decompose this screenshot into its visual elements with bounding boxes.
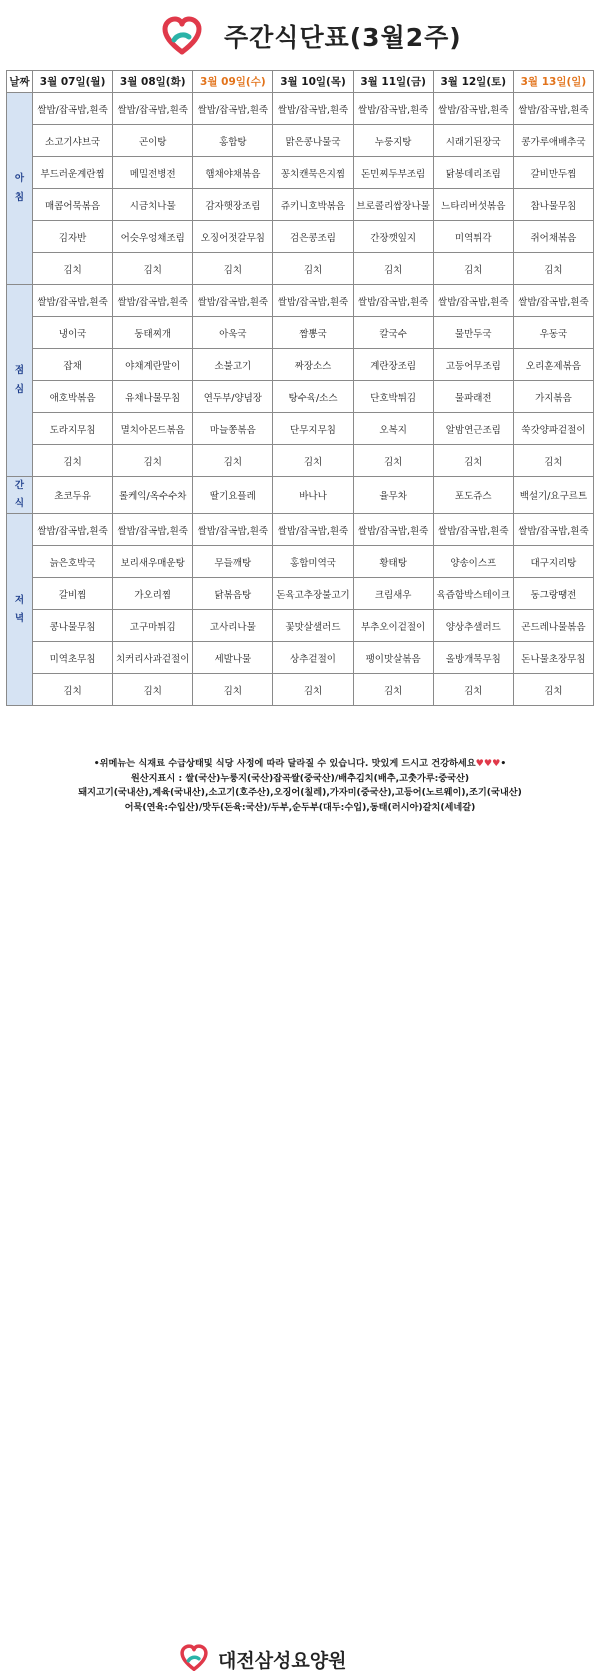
menu-item: 검은콩조림 — [273, 221, 353, 253]
hospital-footer — [0, 820, 600, 1672]
footer-notes — [0, 757, 600, 815]
menu-item: 쌀밥/잡곡밥,흰죽 — [273, 93, 353, 125]
menu-item: 쌀밥/잡곡밥,흰죽 — [113, 514, 193, 546]
menu-item: 물만두국 — [433, 317, 513, 349]
menu-item: 초코두유 — [33, 477, 113, 514]
menu-item: 김치 — [353, 674, 433, 706]
menu-item: 양송이스프 — [433, 546, 513, 578]
menu-item: 부추오이겉절이 — [353, 610, 433, 642]
date-header-row — [7, 71, 594, 93]
menu-item: 김치 — [33, 674, 113, 706]
menu-item: 잡채 — [33, 349, 113, 381]
menu-item: 메밀전병전 — [113, 157, 193, 189]
menu-item: 돈민찌두부조림 — [353, 157, 433, 189]
menu-item: 쌀밥/잡곡밥,흰죽 — [33, 93, 113, 125]
menu-item: 양상추샐러드 — [433, 610, 513, 642]
meal-label — [7, 285, 33, 477]
menu-item: 맑은콩나물국 — [273, 125, 353, 157]
menu-item: 홍합탕 — [193, 125, 273, 157]
table-row — [7, 477, 594, 514]
menu-item: 냉이국 — [33, 317, 113, 349]
menu-item: 누룽지탕 — [353, 125, 433, 157]
menu-item: 탕수육/소스 — [273, 381, 353, 413]
menu-item: 김치 — [193, 445, 273, 477]
menu-item: 연두부/양념장 — [193, 381, 273, 413]
menu-item: 쑥갓양파겉절이 — [513, 413, 593, 445]
menu-item: 쌀밥/잡곡밥,흰죽 — [433, 93, 513, 125]
origin-line-1: 원산지표시 : 쌀(국산)누룽지(국산)잡곡쌀(중국산)/배추김치(배추,고춧가루:중국산) — [130, 772, 470, 784]
menu-item: 돈나물초장무침 — [513, 642, 593, 674]
menu-item: 김치 — [433, 445, 513, 477]
weekly-menu-table — [6, 70, 594, 706]
menu-item: 롤케익/옥수수차 — [113, 477, 193, 514]
menu-item: 짬뽕국 — [273, 317, 353, 349]
menu-item: 단호박튀김 — [353, 381, 433, 413]
notice-end: • — [500, 758, 507, 769]
menu-item: 쌀밥/잡곡밥,흰죽 — [513, 93, 593, 125]
menu-item: 김치 — [513, 674, 593, 706]
meal-label-char: 아 — [14, 173, 25, 185]
menu-item: 계란장조림 — [353, 349, 433, 381]
menu-item: 칼국수 — [353, 317, 433, 349]
menu-item: 느타리버섯볶음 — [433, 189, 513, 221]
table-row — [7, 157, 594, 189]
menu-item: 김치 — [513, 445, 593, 477]
menu-item: 세발나물 — [193, 642, 273, 674]
menu-item: 김치 — [273, 445, 353, 477]
heart-logo-icon — [162, 16, 202, 56]
menu-item: 짜장소스 — [273, 349, 353, 381]
menu-item: 가지볶음 — [513, 381, 593, 413]
menu-item: 쌀밥/잡곡밥,흰죽 — [433, 285, 513, 317]
meal-label-char: 녁 — [14, 612, 25, 624]
menu-item: 멸치아몬드볶음 — [113, 413, 193, 445]
page-title: 주간식단표(3월2주) — [224, 23, 462, 52]
table-row — [7, 253, 594, 285]
table-row — [7, 445, 594, 477]
table-row — [7, 674, 594, 706]
menu-item: 올방개묵무침 — [433, 642, 513, 674]
menu-item: 동태찌개 — [113, 317, 193, 349]
menu-item: 쌀밥/잡곡밥,흰죽 — [193, 93, 273, 125]
menu-item: 쌀밥/잡곡밥,흰죽 — [193, 514, 273, 546]
menu-item: 크림새우 — [353, 578, 433, 610]
menu-item: 단무지무침 — [273, 413, 353, 445]
menu-item: 김치 — [113, 253, 193, 285]
menu-item: 고등어무조림 — [433, 349, 513, 381]
menu-item: 김치 — [193, 253, 273, 285]
menu-item: 갈비만두찜 — [513, 157, 593, 189]
menu-item: 율무차 — [353, 477, 433, 514]
menu-item: 김치 — [273, 253, 353, 285]
menu-item: 대구지리탕 — [513, 546, 593, 578]
menu-item: 곤드레나물볶음 — [513, 610, 593, 642]
menu-item: 참나물무침 — [513, 189, 593, 221]
menu-item: 미역튀각 — [433, 221, 513, 253]
menu-item: 꽃맛살샐러드 — [273, 610, 353, 642]
table-row — [7, 285, 594, 317]
menu-item: 쥬키니호박볶음 — [273, 189, 353, 221]
hospital-name: 대전삼성요양원 — [218, 1650, 347, 1672]
menu-item: 쌀밥/잡곡밥,흰죽 — [113, 285, 193, 317]
day-header: 3월 07일(월) — [33, 71, 113, 93]
menu-item: 김치 — [433, 253, 513, 285]
menu-item: 쌀밥/잡곡밥,흰죽 — [353, 285, 433, 317]
menu-item: 딸기요플레 — [193, 477, 273, 514]
menu-item: 쌀밥/잡곡밥,흰죽 — [353, 93, 433, 125]
menu-item: 쌀밥/잡곡밥,흰죽 — [433, 514, 513, 546]
table-row — [7, 514, 594, 546]
menu-item: 야채계란말이 — [113, 349, 193, 381]
day-header: 3월 08일(화) — [113, 71, 193, 93]
menu-item: 미역초무침 — [33, 642, 113, 674]
meal-label — [7, 477, 33, 514]
menu-item: 홍합미역국 — [273, 546, 353, 578]
menu-item: 꽁치캔묵은지찜 — [273, 157, 353, 189]
heart-logo-icon — [180, 1644, 208, 1672]
menu-item: 바나나 — [273, 477, 353, 514]
table-row — [7, 125, 594, 157]
menu-item: 김치 — [433, 674, 513, 706]
menu-item: 갈비찜 — [33, 578, 113, 610]
meal-label-char: 점 — [14, 365, 25, 377]
menu-item: 쌀밥/잡곡밥,흰죽 — [513, 514, 593, 546]
menu-item: 매콤어묵볶음 — [33, 189, 113, 221]
header — [0, 0, 600, 70]
table-row — [7, 221, 594, 253]
menu-item: 어슷우엉채조림 — [113, 221, 193, 253]
menu-item: 쌀밥/잡곡밥,흰죽 — [33, 514, 113, 546]
menu-item: 쌀밥/잡곡밥,흰죽 — [113, 93, 193, 125]
menu-item: 시래기된장국 — [433, 125, 513, 157]
meal-label-char: 저 — [14, 594, 25, 606]
date-label: 날짜 — [7, 71, 33, 93]
meal-label-char: 침 — [14, 191, 25, 203]
menu-item: 김치 — [113, 445, 193, 477]
menu-item: 김치 — [353, 445, 433, 477]
menu-item: 황태탕 — [353, 546, 433, 578]
meal-label-char: 심 — [14, 383, 25, 395]
menu-item: 도라지무침 — [33, 413, 113, 445]
meal-label-char: 간 — [14, 480, 25, 491]
day-header: 3월 13일(일) — [513, 71, 593, 93]
day-header: 3월 12일(토) — [433, 71, 513, 93]
menu-item: 상추겉절이 — [273, 642, 353, 674]
hearts-text: ♥♥♥ — [475, 758, 501, 769]
menu-item: 애호박볶음 — [33, 381, 113, 413]
table-row — [7, 93, 594, 125]
menu-item: 곤이탕 — [113, 125, 193, 157]
menu-item: 가오리찜 — [113, 578, 193, 610]
table-row — [7, 546, 594, 578]
table-row — [7, 381, 594, 413]
table-row — [7, 578, 594, 610]
menu-item: 김자반 — [33, 221, 113, 253]
menu-item: 오징어젓갈무침 — [193, 221, 273, 253]
menu-item: 백설기/요구르트 — [513, 477, 593, 514]
menu-item: 쌀밥/잡곡밥,흰죽 — [33, 285, 113, 317]
origin-line-3: 어묵(연육:수입산)/맛두(돈육:국산)/두부,순두부(대두:수입),동태(러시아)갈치(세네갈) — [124, 801, 476, 813]
menu-item: 쌀밥/잡곡밥,흰죽 — [513, 285, 593, 317]
menu-item: 브로콜리쌈장나물 — [353, 189, 433, 221]
menu-item: 햄채야채볶음 — [193, 157, 273, 189]
table-row — [7, 317, 594, 349]
menu-item: 우동국 — [513, 317, 593, 349]
menu-item: 육즙함박스테이크 — [433, 578, 513, 610]
menu-item: 유채나물무침 — [113, 381, 193, 413]
menu-item: 김치 — [113, 674, 193, 706]
meal-label — [7, 514, 33, 706]
day-header: 3월 10일(목) — [273, 71, 353, 93]
notice-line — [0, 757, 600, 772]
day-header: 3월 11일(금) — [353, 71, 433, 93]
menu-item: 닭볶음탕 — [193, 578, 273, 610]
table-row — [7, 642, 594, 674]
menu-item: 물파래전 — [433, 381, 513, 413]
notice-text: •위메뉴는 식재료 수급상태및 식당 사정에 따라 달라질 수 있습니다. 맛있게 드시고 건강하세요 — [93, 758, 476, 769]
menu-item: 김치 — [33, 445, 113, 477]
menu-item: 김치 — [33, 253, 113, 285]
menu-item: 쌀밥/잡곡밥,흰죽 — [273, 514, 353, 546]
menu-item: 쌀밥/잡곡밥,흰죽 — [353, 514, 433, 546]
meal-label-char: 식 — [14, 498, 25, 510]
menu-item: 콩가루애배추국 — [513, 125, 593, 157]
menu-item: 소불고기 — [193, 349, 273, 381]
table-row — [7, 610, 594, 642]
table-row — [7, 349, 594, 381]
menu-item: 시금치나물 — [113, 189, 193, 221]
menu-item: 고사리나물 — [193, 610, 273, 642]
meal-label — [7, 93, 33, 285]
menu-item: 김치 — [273, 674, 353, 706]
menu-item: 아욱국 — [193, 317, 273, 349]
menu-item: 팽이맛살볶음 — [353, 642, 433, 674]
menu-item: 감자햇장조림 — [193, 189, 273, 221]
menu-item: 포도쥬스 — [433, 477, 513, 514]
origin-line-2: 돼지고기(국내산),계육(국내산),소고기(호주산),오징어(칠레),가자미(중국산),고등어(노르웨이),조기(국내산) — [78, 787, 522, 798]
menu-item: 치커리사과겉절이 — [113, 642, 193, 674]
menu-item: 고구마튀김 — [113, 610, 193, 642]
table-row — [7, 413, 594, 445]
menu-item: 알밤연근조림 — [433, 413, 513, 445]
day-header: 3월 09일(수) — [193, 71, 273, 93]
menu-item: 돈육고추장불고기 — [273, 578, 353, 610]
menu-item: 김치 — [193, 674, 273, 706]
menu-item: 오복지 — [353, 413, 433, 445]
menu-item: 부드러운계란찜 — [33, 157, 113, 189]
menu-item: 김치 — [513, 253, 593, 285]
menu-item: 보리새우매운탕 — [113, 546, 193, 578]
menu-item: 오리훈제볶음 — [513, 349, 593, 381]
menu-item: 소고기샤브국 — [33, 125, 113, 157]
menu-item: 동그랑땡전 — [513, 578, 593, 610]
menu-item: 콩나물무침 — [33, 610, 113, 642]
menu-item: 마늘쫑볶음 — [193, 413, 273, 445]
table-row — [7, 189, 594, 221]
menu-item: 닭봉데리조림 — [433, 157, 513, 189]
menu-item: 쌀밥/잡곡밥,흰죽 — [273, 285, 353, 317]
menu-item: 무들깨탕 — [193, 546, 273, 578]
menu-item: 늙은호박국 — [33, 546, 113, 578]
menu-item: 쌀밥/잡곡밥,흰죽 — [193, 285, 273, 317]
menu-item: 간장깻잎지 — [353, 221, 433, 253]
menu-item: 김치 — [353, 253, 433, 285]
menu-item: 쥐어채볶음 — [513, 221, 593, 253]
